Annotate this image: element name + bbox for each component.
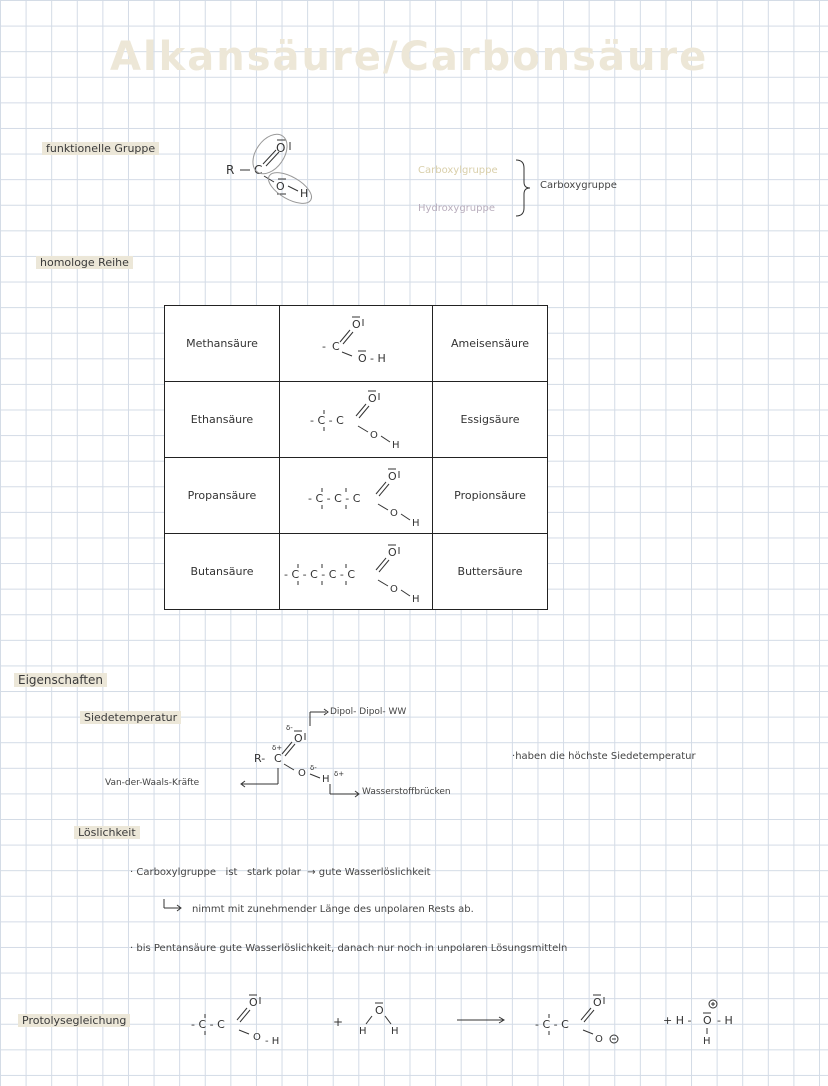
svg-text:δ-: δ- [310, 764, 317, 772]
solubility-polar: stark polar [247, 867, 301, 878]
svg-text:R: R [226, 163, 235, 177]
svg-text:O: O [388, 546, 397, 559]
butanoic-acid-structure [280, 534, 432, 609]
svg-text:H: H [392, 440, 400, 451]
protolysis-equation [185, 990, 765, 1052]
trivial-name: Ameisensäure [433, 306, 548, 382]
table-row [165, 534, 548, 610]
svg-text:O: O [388, 470, 397, 483]
svg-text:O: O [595, 1034, 603, 1045]
svg-text:O: O [352, 318, 361, 331]
table-row [165, 458, 548, 534]
svg-text:C: C [274, 752, 282, 765]
table-row [165, 382, 548, 458]
systematic-name: Ethansäure [165, 382, 280, 458]
properties-label: Eigenschaften [14, 673, 107, 687]
svg-text:H: H [300, 187, 309, 200]
svg-text:- H: - H [717, 1014, 733, 1027]
svg-text:O: O [276, 180, 285, 193]
solubility-label: Löslichkeit [74, 826, 140, 839]
svg-text:R-: R- [254, 752, 266, 765]
svg-text:δ+: δ+ [334, 770, 345, 778]
svg-text:- C - C - C: - C - C - C [308, 492, 361, 505]
hbond-label: Wasserstoffbrücken [362, 787, 451, 797]
svg-text:O: O [368, 392, 377, 405]
svg-text:+ H -: + H - [663, 1014, 692, 1027]
structure-cell [280, 306, 433, 382]
svg-text:O: O [390, 508, 398, 519]
boiling-point-label: Siedetemperatur [80, 711, 181, 724]
svg-text:- H: - H [265, 1036, 280, 1047]
solubility-verb: ist [225, 867, 238, 878]
svg-text:C: C [332, 340, 340, 353]
boiling-note: ·haben die höchste Siedetemperatur [512, 751, 696, 762]
turn-arrow-icon [160, 898, 186, 914]
dipole-label: Dipol- Dipol- WW [330, 707, 407, 717]
propanoic-acid-structure [280, 458, 432, 533]
systematic-name: Butansäure [165, 534, 280, 610]
svg-text:O: O [294, 732, 303, 745]
svg-text:+: + [333, 1015, 344, 1029]
svg-text:O: O [375, 1004, 384, 1017]
systematic-name: Propansäure [165, 458, 280, 534]
ethanoic-acid-structure [280, 382, 432, 457]
svg-text:- C - C: - C - C [535, 1018, 569, 1031]
svg-text:O: O [703, 1014, 712, 1027]
svg-text:H: H [391, 1026, 399, 1037]
svg-text:O: O [276, 141, 286, 155]
svg-text:-: - [322, 340, 326, 353]
svg-text:O: O [249, 996, 258, 1009]
svg-text:O: O [358, 352, 367, 365]
trivial-name: Essigsäure [433, 382, 548, 458]
trivial-name: Propionsäure [433, 458, 548, 534]
structure-cell [280, 534, 433, 610]
svg-text:H: H [359, 1026, 367, 1037]
svg-text:O: O [370, 430, 378, 441]
svg-text:H: H [412, 518, 420, 529]
solubility-subject: Carboxylgruppe [136, 867, 216, 878]
solubility-line-3-text: bis Pentansäure gute Wasserlöslichkeit, danach nur noch in unpolaren Lösungsmitteln [136, 943, 568, 954]
page-title: Alkansäure/Carbonsäure [110, 34, 709, 80]
trivial-name: Buttersäure [433, 534, 548, 610]
methanoic-acid-structure [280, 306, 432, 381]
solubility-line-2: nimmt mit zunehmender Länge des unpolaren Rests ab. [192, 904, 474, 915]
solubility-line-1: · Carboxylgruppe ist stark polar → gute Wasserlöslichkeit [130, 867, 431, 878]
protolysis-label: Protolysegleichung [18, 1014, 130, 1027]
svg-text:C: C [254, 163, 263, 177]
svg-text:- C - C - C - C: - C - C - C - C [284, 568, 356, 581]
boiling-note-text: haben die höchste Siedetemperatur [515, 751, 696, 762]
svg-text:- C - C: - C - C [310, 414, 344, 427]
svg-text:- H: - H [370, 352, 386, 365]
curly-brace-icon [512, 158, 534, 218]
solubility-line-3: · bis Pentansäure gute Wasserlöslichkeit, danach nur noch in unpolaren Lösungsmitteln [130, 943, 568, 954]
svg-text:O: O [593, 996, 602, 1009]
homologous-series-label: homologe Reihe [36, 256, 133, 269]
svg-text:δ-: δ- [286, 724, 293, 732]
svg-text:O: O [253, 1032, 261, 1043]
svg-text:H: H [703, 1036, 711, 1047]
structure-cell [280, 458, 433, 534]
carboxy-group-label: Carboxygruppe [540, 180, 617, 191]
svg-text:δ+: δ+ [272, 744, 283, 752]
carboxyl-part-label: Carboxylgruppe [418, 165, 498, 176]
svg-text:H: H [322, 774, 330, 785]
systematic-name: Methansäure [165, 306, 280, 382]
vdw-label: Van-der-Waals-Kräfte [105, 778, 200, 788]
homologous-series-table [164, 305, 548, 610]
hydroxy-part-label: Hydroxygruppe [418, 203, 495, 214]
table-row [165, 306, 548, 382]
svg-text:- C - C: - C - C [191, 1018, 225, 1031]
svg-text:H: H [412, 594, 420, 605]
svg-text:O: O [390, 584, 398, 595]
svg-text:O: O [298, 768, 306, 779]
functional-group-label: funktionelle Gruppe [42, 142, 159, 155]
solubility-result: gute Wasserlöslichkeit [318, 867, 431, 878]
carboxyl-group-structure [220, 130, 330, 210]
structure-cell [280, 382, 433, 458]
